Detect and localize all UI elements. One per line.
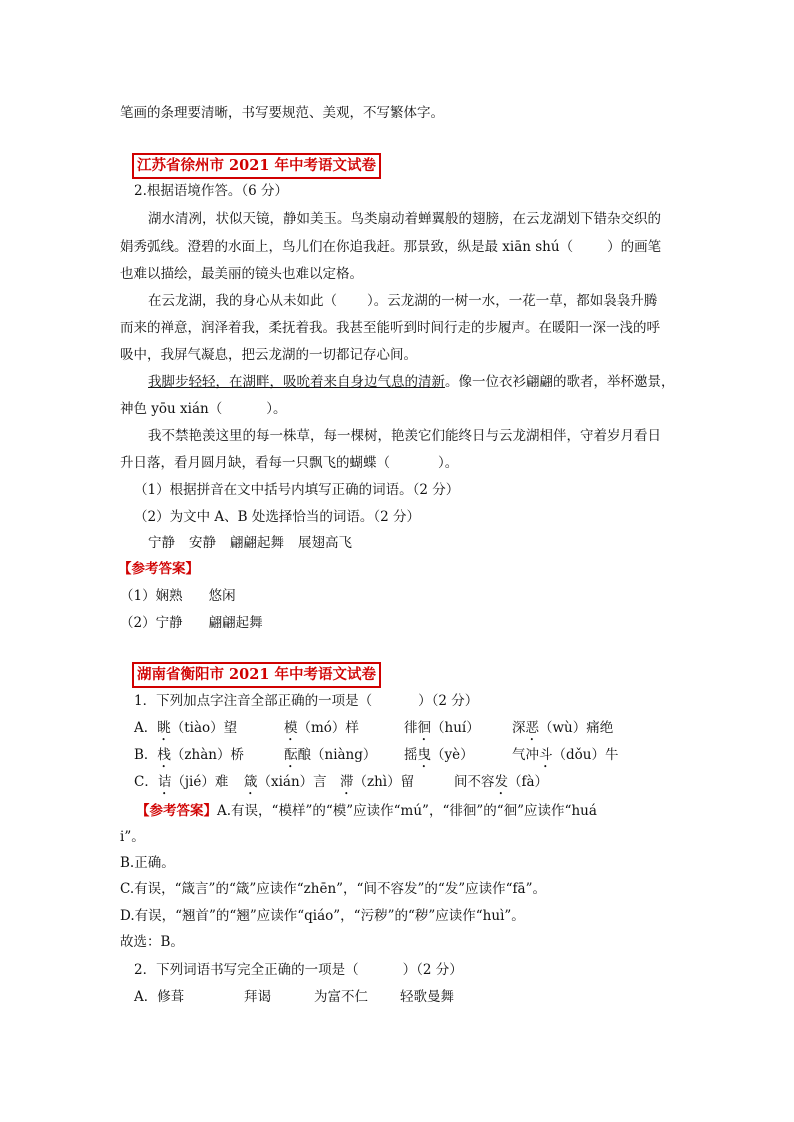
option-word: 翩翩起舞 bbox=[230, 535, 284, 551]
paragraph-1-line-1: 湖水清冽，状似天镜，静如美玉。鸟类扇动着蝉翼般的翅膀，在云龙湖划下错杂交织的 bbox=[148, 211, 661, 227]
option-item: 徘徊（huí） bbox=[404, 720, 480, 736]
option-item: 滞（zhì）留 bbox=[340, 774, 415, 790]
paragraph-4-line-1: 我不禁艳羡这里的每一株草，每一棵树，艳羡它们能终日与云龙湖相伴，守着岁月看日 bbox=[148, 428, 661, 444]
option-item: C．诘（jié）难 bbox=[134, 774, 229, 790]
paragraph-4-line-2: 升日落，看月圆月缺，看每一只飘飞的蝴蝶（ ）。 bbox=[120, 455, 459, 471]
answer-d: D.有误，“翘首”的“翘”应读作“qiáo”，“污秽”的“秽”应读作“huì”。 bbox=[120, 908, 525, 924]
answer-a-line-1: 【参考答案】A.有误，“模样”的“模”应读作“mú”，“徘徊”的“徊”应读作“huá bbox=[136, 803, 597, 819]
question-2-title: 2.根据语境作答。（6 分） bbox=[134, 183, 289, 199]
option-item: 箴（xián）言 bbox=[244, 774, 327, 790]
option-item: 摇曳（yè） bbox=[404, 747, 474, 763]
option-item: 深恶（wù）痛绝 bbox=[512, 720, 614, 736]
answer-b: B.正确。 bbox=[120, 855, 175, 871]
answer-2: （2）宁静 翩翩起舞 bbox=[120, 615, 263, 631]
question-1-title: 1．下列加点字注音全部正确的一项是（ ）（2 分） bbox=[134, 693, 479, 709]
option-item: 间不容发（fà） bbox=[454, 774, 549, 790]
section-heading-xuzhou: 江苏省徐州市 2021 年中考语文试卷 bbox=[132, 153, 381, 179]
question-2-hengyang: 2．下列词语书写完全正确的一项是（ ）（2 分） bbox=[134, 962, 463, 978]
option-word: 拜谒 bbox=[244, 989, 271, 1005]
answer-label-1: 【参考答案】 bbox=[118, 561, 199, 577]
answer-a-line-2: i”。 bbox=[120, 829, 145, 845]
option-item: 模（mó）样 bbox=[284, 720, 359, 736]
option-word: 宁静 bbox=[148, 535, 175, 551]
option-word: 为富不仁 bbox=[314, 989, 368, 1005]
answer-c: C.有误，“箴言”的“箴”应读作“zhēn”，“间不容发”的“发”应读作“fā”。 bbox=[120, 881, 546, 897]
option-word: 安静 bbox=[189, 535, 216, 551]
answer-label-2: 【参考答案】 bbox=[136, 803, 217, 819]
word-options bbox=[148, 533, 352, 553]
paragraph-3-line-2: 神色 yōu xián（ ）。 bbox=[120, 401, 287, 417]
option-word: A．修葺 bbox=[134, 989, 185, 1005]
underlined-sentence: 我脚步轻轻，在湖畔，吸吮着来自身边气息的清新 bbox=[148, 374, 445, 390]
section-heading-hengyang: 湖南省衡阳市 2021 年中考语文试卷 bbox=[132, 662, 381, 688]
option-word: 轻歌曼舞 bbox=[400, 989, 454, 1005]
answer-1: （1）娴熟 悠闲 bbox=[120, 588, 236, 604]
paragraph-2-line-2: 而来的禅意，润泽着我，柔抚着我。我甚至能听到时间行走的步履声。在暖阳一深一浅的呼 bbox=[120, 320, 660, 336]
paragraph-2-line-3: 吸中，我屏气凝息，把云龙湖的一切都记存心间。 bbox=[120, 347, 417, 363]
sub-question-1: （1）根据拼音在文中括号内填写正确的词语。（2 分） bbox=[134, 482, 460, 498]
option-item: B．栈（zhàn）桥 bbox=[134, 747, 244, 763]
paragraph-1-line-2: 娟秀弧线。澄碧的水面上，鸟儿们在你追我赶。那景致，纵是最 xiān shú（ ）的画笔 bbox=[120, 239, 662, 255]
sub-question-2: （2）为文中 A、B 处选择恰当的词语。（2 分） bbox=[134, 509, 420, 525]
paragraph-2-line-1: 在云龙湖，我的身心从未如此（ ）。云龙湖的一树一水，一花一草，都如袅袅升腾 bbox=[148, 293, 658, 309]
paragraph-3-line-1: 我脚步轻轻，在湖畔，吸吮着来自身边气息的清新。像一位衣衫翩翩的歌者，举杯邀景， bbox=[148, 374, 675, 390]
top-line: 笔画的条理要清晰，书写要规范、美观，不写繁体字。 bbox=[120, 105, 444, 121]
option-word: 展翅高飞 bbox=[298, 535, 352, 551]
option-item: A．眺（tiào）望 bbox=[134, 720, 238, 736]
option-item: 气冲斗（dǒu）牛 bbox=[512, 747, 619, 763]
option-item: 酝酿（niàng） bbox=[284, 747, 377, 763]
paragraph-1-line-3: 也难以描绘，最美丽的镜头也难以定格。 bbox=[120, 266, 363, 282]
conclusion: 故选：B。 bbox=[120, 934, 184, 950]
